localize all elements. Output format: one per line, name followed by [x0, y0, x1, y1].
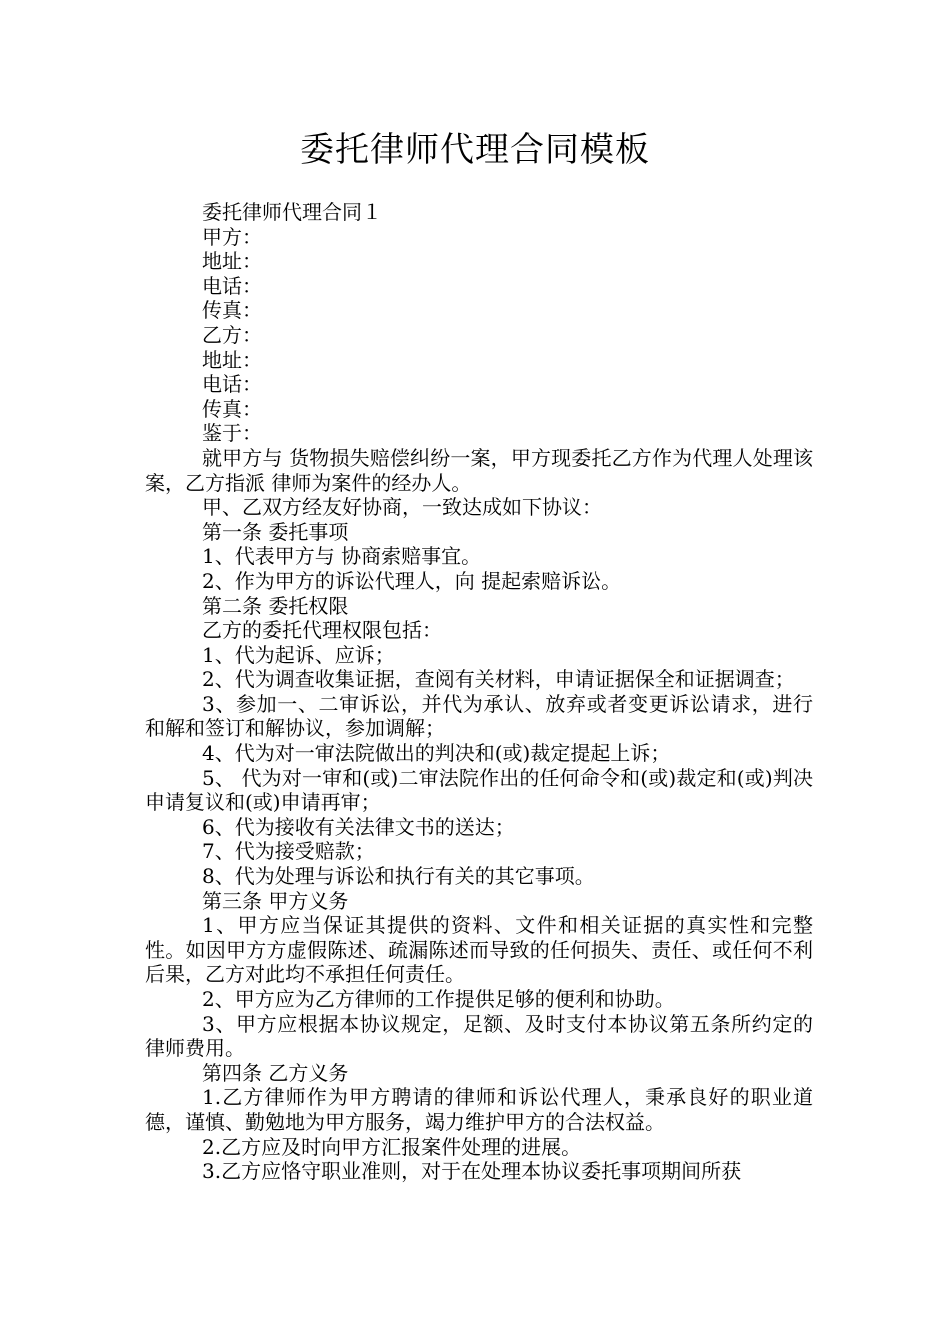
- paragraph-article-1-item-2: 2、作为甲方的诉讼代理人，向 提起索赔诉讼。: [202, 568, 622, 593]
- paragraph-party-a-phone: 电话：: [202, 273, 262, 298]
- paragraph-article-2-item-6: 6、代为接收有关法律文书的送达；: [202, 814, 515, 839]
- paragraph-party-a: 甲方：: [202, 224, 262, 249]
- paragraph-article-4-heading: 第四条 乙方义务: [202, 1060, 349, 1085]
- paragraph-article-4-item-1: 1.乙方律师作为甲方聘请的律师和诉讼代理人，秉承良好的职业道德，谨慎、勤勉地为甲方服务，竭力维护甲方的合法权益。: [145, 1085, 813, 1134]
- paragraph-article-3-item-2: 2、甲方应为乙方律师的工作提供足够的便利和协助。: [202, 987, 675, 1011]
- paragraph-party-b-phone: 电话：: [202, 372, 262, 397]
- document-title: 委托律师代理合同模板: [300, 130, 650, 170]
- paragraph-article-2-heading: 第二条 委托权限: [202, 593, 349, 618]
- paragraph-article-3-item-1: 1、甲方应当保证其提供的资料、文件和相关证据的真实性和完整性。如因甲方方虚假陈述、疏漏陈述而导致的任何损失、责任、或任何不利后果，乙方对此均不承担任何责任。: [145, 913, 813, 987]
- paragraph-party-a-fax: 传真：: [202, 298, 262, 323]
- paragraph-article-3-item-3: 3、甲方应根据本协议规定，足额、及时支付本协议第五条所约定的律师费用。: [145, 1011, 813, 1061]
- paragraph-article-2-item-5: 5、 代为对一审和(或)二审法院作出的任何命令和(或)裁定和(或)判决申请复议和(或)申请再审；: [145, 765, 813, 815]
- paragraph-article-2-item-4: 4、代为对一审法院做出的判决和(或)裁定提起上诉；: [202, 741, 671, 766]
- paragraph-article-1-heading: 第一条 委托事项: [202, 519, 349, 544]
- paragraph-article-4-item-2: 2.乙方应及时向甲方汇报案件处理的进展。: [202, 1134, 582, 1159]
- document-body: [145, 200, 813, 1184]
- paragraph-article-2-item-1: 1、代为起诉、应诉；: [202, 642, 395, 667]
- paragraph-party-b-address: 地址：: [202, 347, 262, 372]
- paragraph-agreement-intro: 甲、乙双方经友好协商，一致达成如下协议：: [202, 495, 602, 520]
- paragraph-article-2-item-2: 2、代为调查收集证据，查阅有关材料，申请证据保全和证据调查；: [202, 667, 795, 692]
- paragraph-article-1-item-1: 1、代表甲方与 协商索赔事宜。: [202, 544, 482, 569]
- paragraph-whereas: 鉴于：: [202, 421, 262, 446]
- paragraph-article-2-intro: 乙方的委托代理权限包括：: [202, 618, 442, 643]
- paragraph-party-b: 乙方：: [202, 322, 262, 347]
- paragraph-article-4-item-3: 3.乙方应恪守职业准则，对于在处理本协议委托事项期间所获: [202, 1159, 742, 1184]
- paragraph-case-description: 就甲方与 货物损失赔偿纠纷一案，甲方现委托乙方作为代理人处理该案，乙方指派 律师为案件的经办人。: [145, 445, 813, 495]
- paragraph-heading-contract-1: 委托律师代理合同１: [202, 200, 382, 224]
- paragraph-article-2-item-8: 8、代为处理与诉讼和执行有关的其它事项。: [202, 864, 595, 889]
- paragraph-article-2-item-7: 7、代为接受赔款；: [202, 839, 375, 864]
- paragraph-article-2-item-3: 3、参加一、二审诉讼，并代为承认、放弃或者变更诉讼请求，进行和解和签订和解协议，参加调解；: [145, 691, 813, 741]
- paragraph-party-b-fax: 传真：: [202, 396, 262, 421]
- paragraph-article-3-heading: 第三条 甲方义务: [202, 888, 349, 913]
- paragraph-party-a-address: 地址：: [202, 249, 262, 274]
